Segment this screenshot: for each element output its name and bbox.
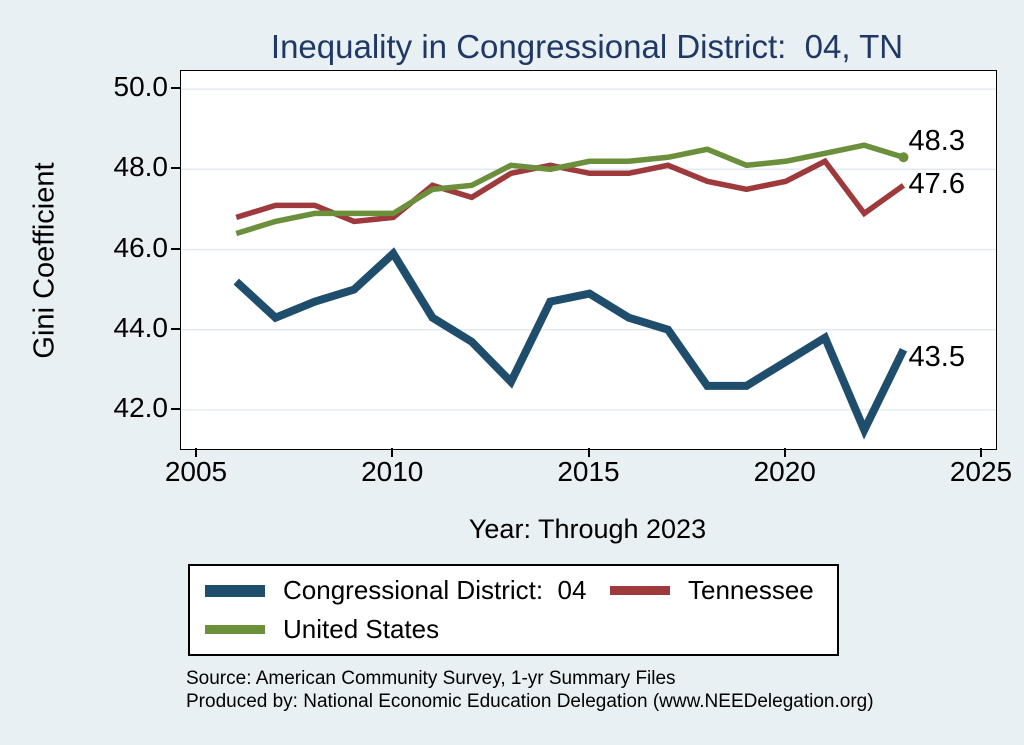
chart-title: Inequality in Congressional District: 04, TN bbox=[270, 28, 904, 65]
series-end-label: 47.6 bbox=[908, 168, 965, 201]
y-tick-label: 44.0 bbox=[113, 311, 168, 343]
y-tick-label: 48.0 bbox=[113, 151, 168, 183]
legend-swatch bbox=[610, 586, 670, 595]
y-tick-mark bbox=[171, 408, 180, 410]
legend-swatch bbox=[205, 625, 265, 634]
plot-area bbox=[180, 70, 997, 450]
x-tick-label: 2010 bbox=[361, 456, 424, 487]
footer-notes bbox=[186, 667, 874, 713]
y-tick-mark bbox=[171, 167, 180, 169]
legend-label: Congressional District: 04 bbox=[283, 575, 587, 605]
x-tick-label: 2020 bbox=[753, 456, 816, 487]
series-end-label: 43.5 bbox=[908, 340, 965, 373]
x-axis-title: Year: Through 2023 bbox=[468, 514, 707, 544]
x-tick-label: 2015 bbox=[557, 456, 620, 487]
series-line-united-states bbox=[236, 145, 903, 233]
legend-label: Tennessee bbox=[688, 575, 814, 605]
legend bbox=[188, 564, 839, 656]
y-tick-label: 50.0 bbox=[113, 71, 168, 103]
y-tick-label: 42.0 bbox=[113, 391, 168, 423]
source-note: Source: American Community Survey, 1-yr Summary Files bbox=[186, 668, 676, 689]
legend-item bbox=[610, 575, 814, 606]
x-tick-label: 2025 bbox=[949, 456, 1013, 487]
y-tick-mark bbox=[171, 248, 180, 250]
x-tick-label: 2005 bbox=[164, 456, 228, 487]
produced-note: Produced by: National Economic Education Delegation (www.NEEDelegation.org) bbox=[186, 691, 874, 712]
legend-item bbox=[205, 575, 610, 606]
legend-label: United States bbox=[283, 614, 440, 644]
chart-canvas bbox=[181, 71, 996, 449]
series-end-marker bbox=[899, 152, 909, 162]
y-tick-label: 46.0 bbox=[113, 231, 168, 263]
series-line-congressional-district-04 bbox=[236, 254, 903, 430]
y-tick-mark bbox=[171, 328, 180, 330]
y-tick-mark bbox=[171, 87, 180, 89]
y-axis-title: Gini Coefficient bbox=[28, 162, 61, 359]
legend-swatch bbox=[205, 585, 265, 597]
legend-item bbox=[205, 614, 439, 645]
series-end-label: 48.3 bbox=[908, 125, 965, 158]
